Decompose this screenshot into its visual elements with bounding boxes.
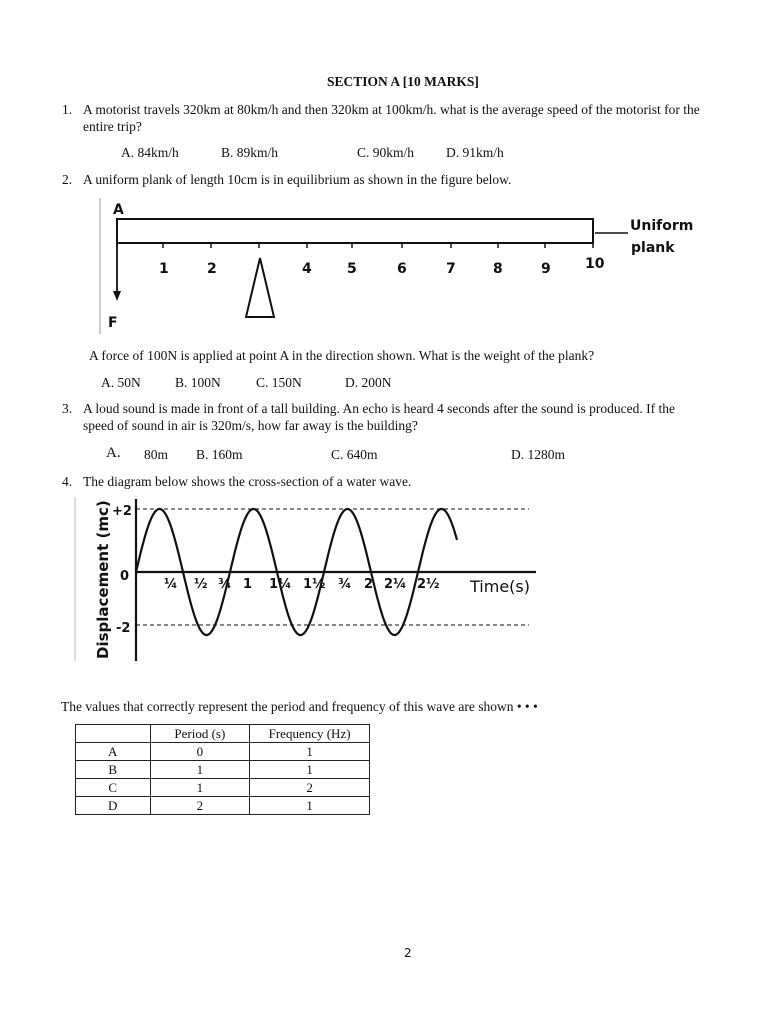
table-cell: 2: [150, 797, 250, 815]
table-cell: 2: [250, 779, 370, 797]
x-tick-quarter: ¼: [164, 577, 178, 592]
table-row: [76, 779, 370, 797]
table-header-cell: [76, 725, 151, 743]
y-axis-label: Displacement (mc): [94, 500, 112, 659]
table-cell: 1: [150, 761, 250, 779]
q2-text: A uniform plank of length 10cm is in equilibrium as shown in the figure below.: [83, 172, 512, 187]
q1-option-b: B. 89km/h: [221, 145, 279, 160]
x-tick-2-quarter: 2¼: [384, 577, 407, 592]
q3-number: 3.: [62, 401, 73, 416]
table-cell: A: [76, 743, 151, 761]
x-tick-2-half: 2½: [417, 577, 440, 592]
q1-option-c: C. 90km/h: [357, 145, 415, 160]
tick-4: 4: [302, 261, 312, 277]
q3-option-c: C. 640m: [331, 447, 378, 462]
tick-2: 2: [207, 261, 217, 277]
q4-text: The diagram below shows the cross-section of a water wave.: [83, 474, 412, 489]
plank-figure: [100, 196, 694, 336]
q1-number: 1.: [62, 102, 73, 117]
table-cell: 0: [150, 743, 250, 761]
tick-5: 5: [347, 261, 357, 277]
q3-option-a-letter: A.: [106, 445, 121, 461]
tick-6: 6: [397, 261, 407, 277]
plank-label-2: plank: [631, 240, 675, 256]
tick-9: 9: [541, 261, 551, 277]
page-number: 2: [404, 946, 412, 960]
table-row: [76, 743, 370, 761]
q2-option-c: C. 150N: [256, 375, 302, 390]
tick-8: 8: [493, 261, 503, 277]
x-tick-three-quarters: ¾: [218, 577, 232, 592]
table-header-cell: Period (s): [150, 725, 250, 743]
q2-number: 2.: [62, 172, 73, 187]
plank-label-1: Uniform: [630, 218, 694, 234]
x-tick-1-quarter: 1¼: [269, 577, 292, 592]
q3-option-b: B. 160m: [196, 447, 243, 462]
y-tick-minus2: -2: [116, 621, 131, 636]
table-header-row: [76, 725, 370, 743]
q3-option-d: D. 1280m: [511, 447, 565, 462]
table-row: [76, 797, 370, 815]
q2-option-a: A. 50N: [101, 375, 141, 390]
q1-option-a: A. 84km/h: [121, 145, 179, 160]
x-tick-half: ½: [194, 577, 208, 592]
tick-10: 10: [585, 256, 605, 272]
q1-option-d: D. 91km/h: [446, 145, 504, 160]
q4-prompt: The values that correctly represent the period and frequency of this wave are shown • • •: [61, 699, 538, 714]
q1-text-line2: entire trip?: [83, 119, 142, 134]
x-axis-label: Time(s): [470, 577, 530, 596]
plank: [117, 219, 593, 243]
q3-text-line1: A loud sound is made in front of a tall building. An echo is heard 4 seconds after the sound is produced. If the: [83, 401, 676, 416]
q4-number: 4.: [62, 474, 73, 489]
x-tick-2: 2: [364, 577, 374, 592]
q3-option-a-value: 80m: [144, 447, 169, 462]
table-row: [76, 761, 370, 779]
table-cell: 1: [250, 797, 370, 815]
table-cell: 1: [250, 743, 370, 761]
q2-followup: A force of 100N is applied at point A in the direction shown. What is the weight of the plank?: [89, 348, 595, 363]
y-tick-plus2: +2: [112, 504, 132, 519]
table-cell: D: [76, 797, 151, 815]
tick-1: 1: [159, 261, 169, 277]
y-tick-0: 0: [120, 569, 130, 584]
wave-figure: [74, 495, 574, 665]
point-a-label: A: [113, 202, 124, 218]
section-title: SECTION A [10 MARKS]: [327, 74, 479, 89]
force-label: F: [108, 315, 118, 331]
q1-text-line1: A motorist travels 320km at 80km/h and then 320km at 100km/h. what is the average speed of the motorist for the: [83, 102, 700, 117]
table-cell: C: [76, 779, 151, 797]
tick-7: 7: [446, 261, 456, 277]
fulcrum: [246, 258, 274, 317]
x-tick-three-quarters-2: ¾: [338, 577, 352, 592]
q2-option-b: B. 100N: [175, 375, 221, 390]
table-cell: 1: [250, 761, 370, 779]
q2-option-d: D. 200N: [345, 375, 392, 390]
x-tick-1: 1: [243, 577, 253, 592]
table-cell: B: [76, 761, 151, 779]
period-frequency-table: [75, 724, 370, 815]
x-tick-1-half: 1½: [303, 577, 326, 592]
table-cell: 1: [150, 779, 250, 797]
q3-text-line2: speed of sound in air is 320m/s, how far away is the building?: [83, 418, 418, 433]
table-header-cell: Frequency (Hz): [250, 725, 370, 743]
